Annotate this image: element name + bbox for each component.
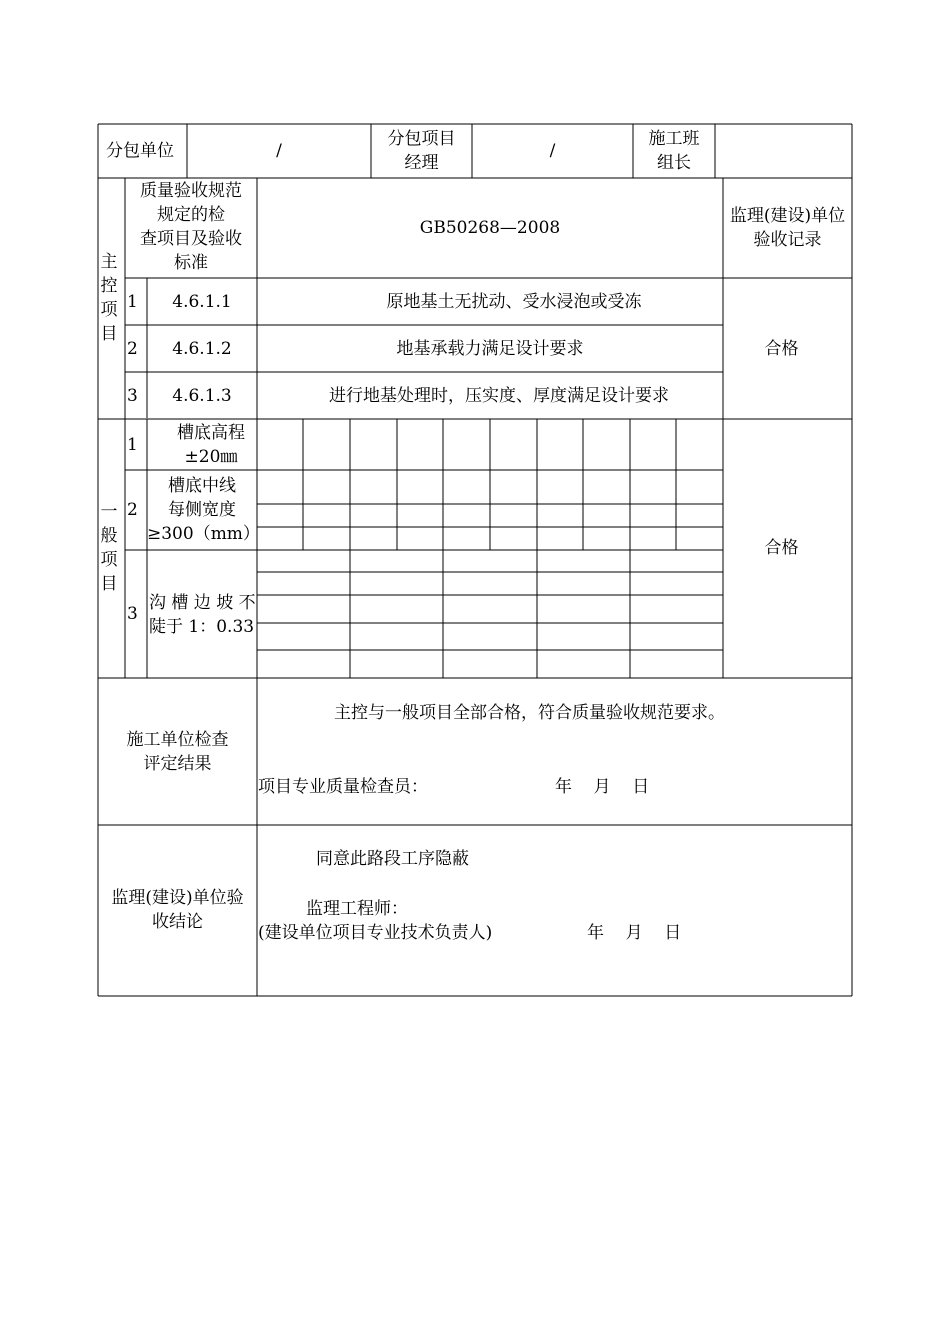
main-control-result: 合格	[764, 339, 799, 359]
main-control-label-char3: 项	[100, 300, 118, 320]
main-item-3-no: 3	[127, 386, 138, 406]
criteria-label-line1: 质量验收规范	[140, 181, 242, 201]
criteria-label-line2: 规定的检	[157, 205, 225, 225]
main-item-1-desc: 原地基土无扰动、受水浸泡或受冻	[386, 292, 642, 312]
subcontract-pm-label-line2: 经理	[404, 153, 439, 173]
criteria-label-line4: 标准	[174, 253, 208, 273]
general-item-2-label-line3: ≥300（mm）	[147, 524, 260, 544]
general-item-3-label-line2: 陡于 1：0.33	[149, 617, 255, 637]
owner-technical-lead-label: (建设单位项目专业技术负责人)	[258, 923, 493, 943]
main-item-2-desc: 地基承载力满足设计要求	[396, 339, 584, 359]
general-item-2-no: 2	[127, 500, 138, 520]
general-item-1-no: 1	[127, 435, 138, 455]
construction-check-label-line2: 评定结果	[143, 754, 212, 774]
main-control-label-char4: 目	[100, 324, 118, 344]
supervision-conclusion-label-line2: 收结论	[152, 912, 203, 932]
general-result: 合格	[764, 538, 799, 558]
criteria-label-line3: 查项目及验收	[140, 229, 242, 249]
supervision-conclusion-date: 年 月 日	[587, 923, 682, 943]
main-item-1-code: 4.6.1.1	[172, 292, 232, 312]
main-item-2-no: 2	[127, 339, 138, 359]
construction-check-label-line1: 施工单位检查	[126, 730, 229, 750]
supervision-conclusion-label-line1: 监理(建设)单位验	[111, 888, 244, 908]
main-control-label-char1: 主	[100, 252, 118, 272]
general-item-3-no: 3	[127, 604, 138, 624]
subcontract-unit-value: /	[276, 141, 282, 161]
general-label-char1: 一	[100, 502, 118, 522]
supervision-engineer-label: 监理工程师：	[306, 899, 408, 919]
main-item-3-desc: 进行地基处理时，压实度、厚度满足设计要求	[329, 386, 669, 406]
main-control-label-char2: 控	[100, 276, 118, 296]
main-item-3-code: 4.6.1.3	[172, 386, 232, 406]
general-item-1-label-line2: ±20㎜	[184, 447, 238, 467]
standard-code: GB50268—2008	[419, 218, 561, 238]
general-label-char2: 般	[100, 526, 118, 546]
general-item-2-label-line2: 每侧宽度	[168, 500, 236, 520]
team-leader-label-line1: 施工班	[648, 129, 700, 149]
general-label-char3: 项	[100, 550, 118, 570]
subcontract-pm-value: /	[549, 141, 556, 161]
team-leader-label-line2: 组长	[657, 153, 691, 173]
construction-check-conclusion: 主控与一般项目全部合格，符合质量验收规范要求。	[334, 703, 725, 723]
main-item-1-no: 1	[127, 292, 138, 312]
quality-inspector-label: 项目专业质量检查员：	[258, 777, 428, 797]
supervision-opinion: 同意此路段工序隐蔽	[316, 849, 469, 869]
general-item-3-label-line1: 沟 槽 边 坡 不	[149, 593, 256, 613]
general-label-char4: 目	[100, 574, 118, 594]
subcontract-unit-label: 分包单位	[106, 141, 174, 161]
supervision-record-label-line1: 监理(建设)单位	[729, 206, 846, 226]
subcontract-pm-label-line1: 分包项目	[387, 129, 456, 149]
general-item-1-label-line1: 槽底高程	[177, 423, 245, 443]
general-item-2-label-line1: 槽底中线	[168, 476, 236, 496]
main-item-2-code: 4.6.1.2	[172, 339, 232, 359]
supervision-record-label-line2: 验收记录	[753, 230, 822, 250]
construction-check-date: 年 月 日	[555, 777, 650, 797]
